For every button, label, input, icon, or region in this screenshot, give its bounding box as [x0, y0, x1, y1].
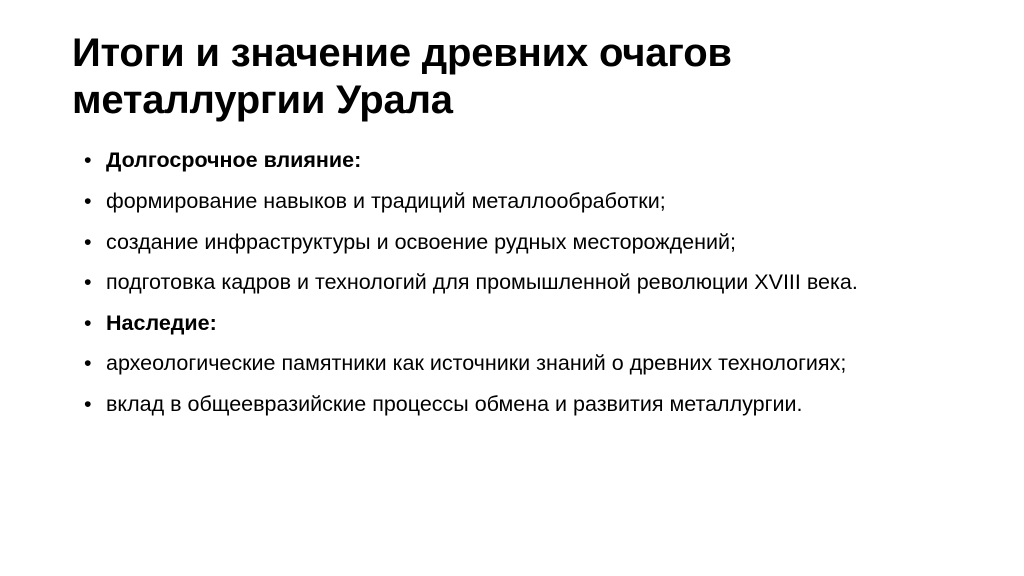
bullet-icon: • [84, 391, 92, 416]
bullet-icon: • [84, 310, 92, 335]
page-title: Итоги и значение древних очагов металлургии Урала [72, 31, 732, 123]
list-item-text: Наследие: [106, 310, 217, 335]
list-item-text: подготовка кадров и технологий для промышленной революции XVIII века. [106, 270, 858, 295]
bullet-icon: • [84, 148, 92, 173]
bullet-icon: • [84, 270, 92, 295]
bullet-icon: • [84, 351, 92, 376]
list-item [78, 349, 964, 378]
list-item [78, 187, 964, 216]
list-item [78, 390, 964, 419]
list-item-text: формирование навыков и традиций металлообработки; [106, 188, 666, 213]
list-item [78, 146, 964, 175]
list-item-text: создание инфраструктуры и освоение рудных месторождений; [106, 229, 737, 254]
list-item-text: археологические памятники как источники знаний о древних технологиях; [106, 351, 847, 376]
list-item [78, 268, 964, 297]
list-item [78, 309, 964, 338]
bullet-icon: • [84, 229, 92, 254]
list-item [78, 228, 964, 257]
list-item-text: вклад в общеевразийские процессы обмена и развития металлургии. [106, 391, 803, 416]
list-item-text: Долгосрочное влияние: [106, 148, 362, 173]
bullet-icon: • [84, 188, 92, 213]
bullet-list [72, 146, 964, 418]
